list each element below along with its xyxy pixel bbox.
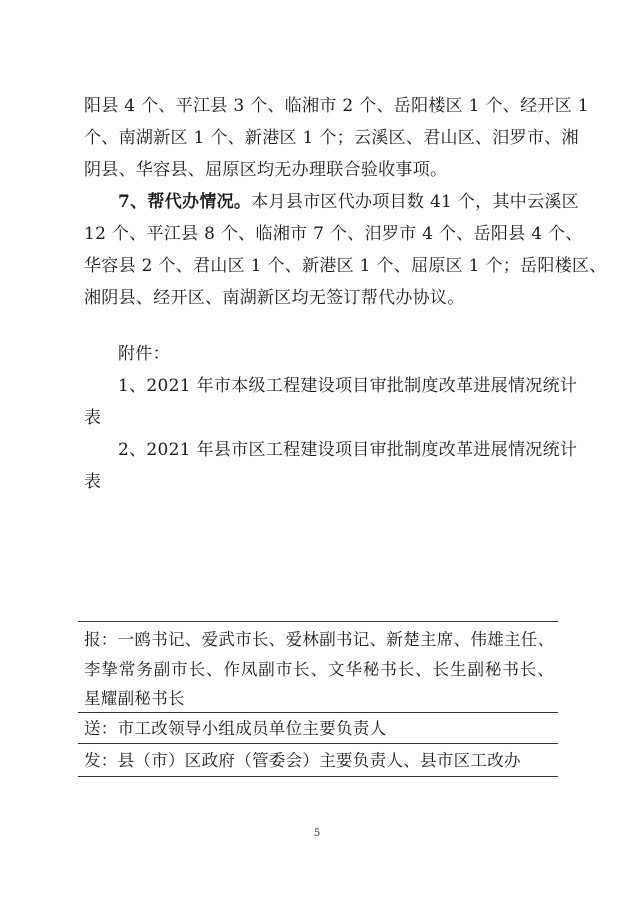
paragraph-2-line-1 [118,192,579,212]
attachment-1-line-1: 1、2021 年市本级工程建设项目审批制度改革进展情况统计 [118,376,578,396]
distribution-bottom-rule [78,776,558,777]
issue-to-line: 发：县（市）区政府（管委会）主要负责人、县市区工改办 [84,751,521,770]
paragraph-2-line-3: 华容县 2 个、君山区 1 个、新港区 1 个、屈原区 1 个；岳阳楼区、 [84,256,607,276]
report-to-line-2: 李挚常务副市长、作凤副市长、文华秘书长、长生副秘书长、 [84,660,554,679]
report-to-line-3: 星耀副秘书长 [84,689,185,708]
attachment-2-line-2: 表 [84,472,102,492]
attachment-1-line-2: 表 [84,408,102,428]
section-heading-7: 7、帮代办情况。 [118,192,252,212]
paragraph-2-line-2: 12 个、平江县 8 个、临湘市 7 个、汨罗市 4 个、岳阳县 4 个、 [84,224,583,244]
attachments-label: 附件： [118,344,170,364]
distribution-rule-1 [78,712,558,713]
paragraph-2-line-4: 湘阴县、经开区、南湖新区均无签订帮代办协议。 [84,288,465,308]
page-number: 5 [313,828,321,839]
paragraph-1-line-2: 个、南湖新区 1 个、新港区 1 个；云溪区、君山区、汨罗市、湘 [84,128,579,148]
paragraph-2-line-1-text: 本月县市区代办项目数 41 个，其中云溪区 [251,192,579,212]
send-to-line: 送：市工改领导小组成员单位主要负责人 [84,719,387,738]
report-to-line-1: 报：一鸥书记、爱武市长、爱林副书记、新楚主席、伟雄主任、 [84,630,555,649]
paragraph-1-line-1: 阳县 4 个、平江县 3 个、临湘市 2 个、岳阳楼区 1 个、经开区 1 [84,96,589,116]
distribution-rule-2 [78,743,558,744]
distribution-top-rule [78,621,558,622]
paragraph-1-line-3: 阴县、华容县、屈原区均无办理联合验收事项。 [84,160,448,180]
attachment-2-line-1: 2、2021 年县市区工程建设项目审批制度改革进展情况统计 [118,440,578,460]
